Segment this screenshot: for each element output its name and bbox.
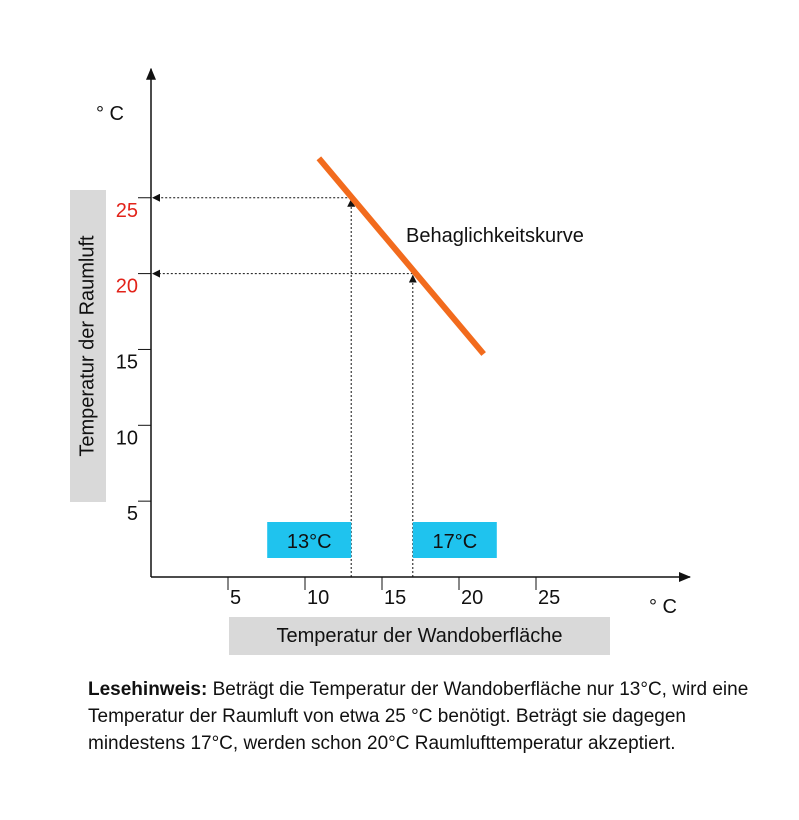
x-axis-title: Temperatur der Wandoberfläche — [276, 624, 563, 647]
y-tick-label: 25 — [115, 199, 138, 222]
comfort-curve — [319, 158, 484, 354]
x-tick-label: 20 — [461, 587, 484, 609]
x-tick-label: 25 — [538, 587, 561, 609]
y-tick-label: 15 — [115, 351, 138, 374]
y-axis-title: Temperatur der Raumluft — [76, 235, 99, 457]
reading-note-lead: Lesehinweis: — [88, 679, 208, 700]
x-axis-title-box — [229, 617, 610, 655]
y-axis-title-box — [70, 190, 106, 502]
x-tick-label: 5 — [230, 587, 242, 609]
curve-label: Behaglichkeitskurve — [406, 225, 584, 247]
x-tick-label: 15 — [384, 587, 407, 609]
y-axis-unit: ° C — [96, 103, 124, 125]
reading-note-text: Beträgt die Temperatur der Wandoberfläche nur 13°C, wird eine Temperatur der Raumluft von etwa 25 °C benötigt. Beträgt sie dagegen mindestens 17°C, werden schon 20°C Raumlufttemperatur akzeptiert. — [88, 679, 749, 754]
reading-note — [88, 676, 768, 757]
x-tick-label: 10 — [307, 587, 330, 609]
y-tick-label: 10 — [115, 427, 138, 450]
x-axis-unit: ° C — [649, 596, 677, 618]
temp-box-label: 13°C — [286, 531, 332, 553]
y-tick-label: 5 — [126, 503, 138, 526]
temp-box-label: 17°C — [432, 531, 478, 553]
y-tick-label: 20 — [115, 275, 138, 298]
